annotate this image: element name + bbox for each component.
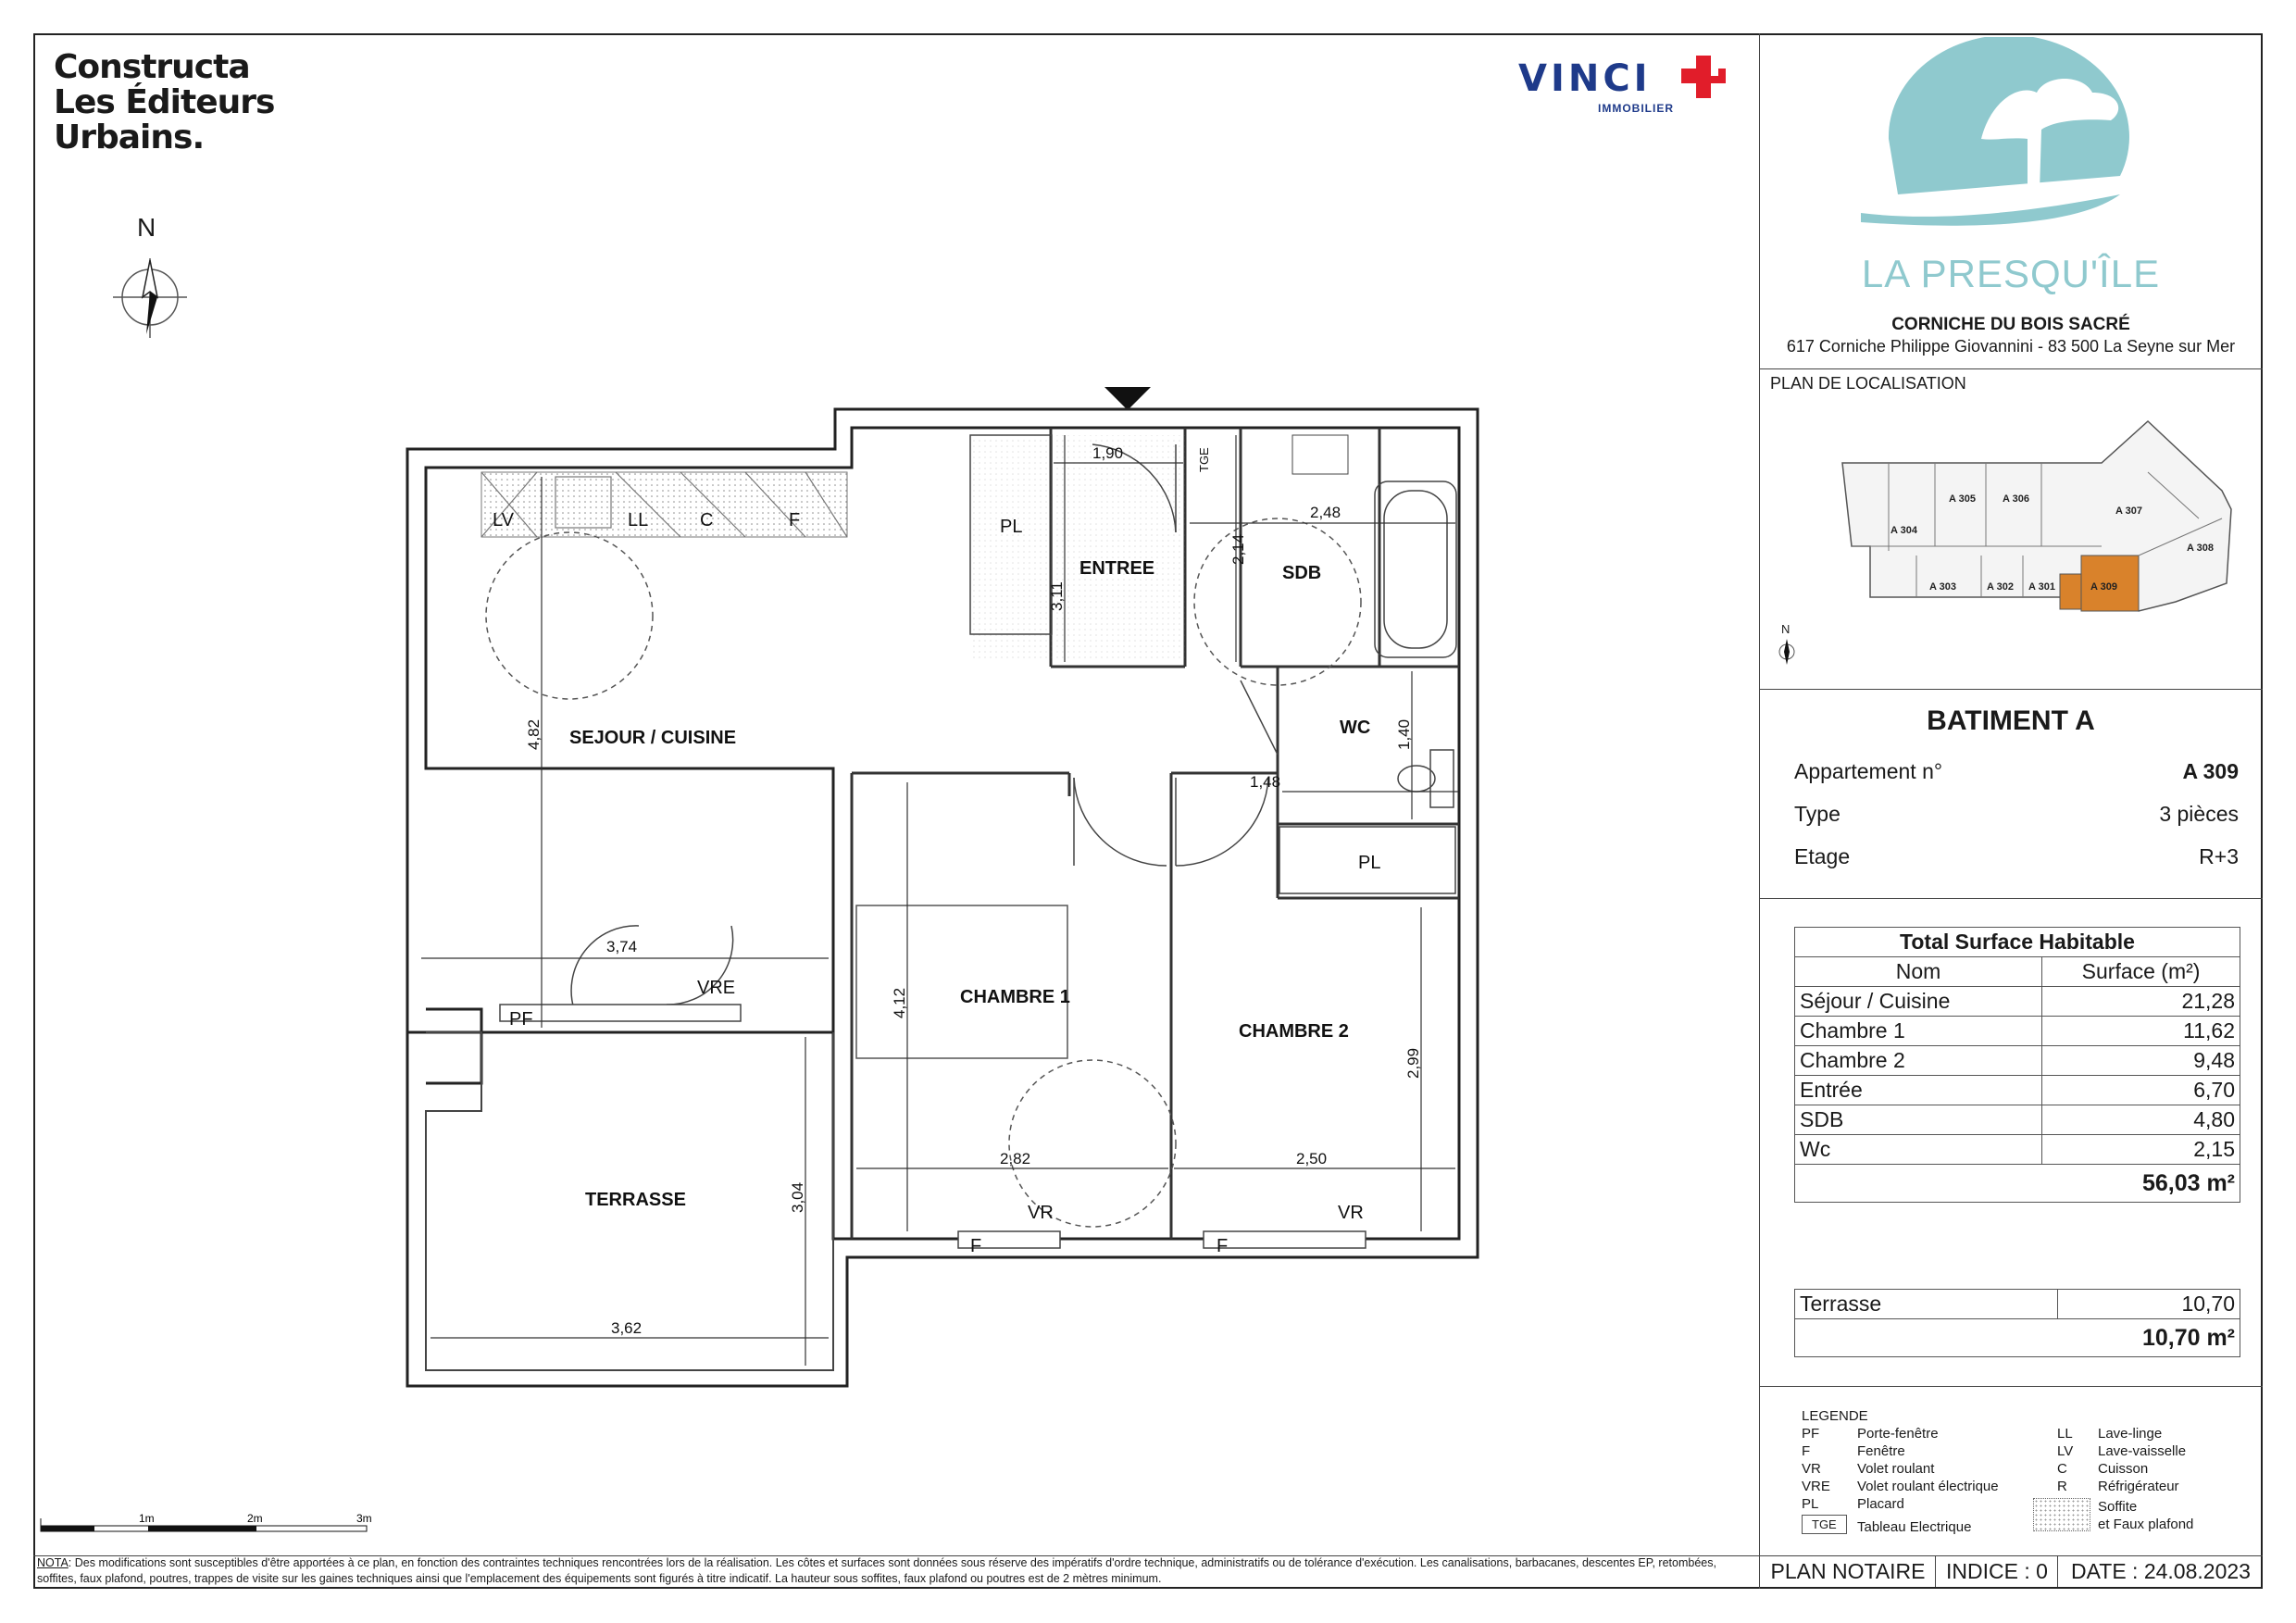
project-address: 617 Corniche Philippe Giovannini - 83 500 La Seyne sur Mer [1786, 337, 2236, 356]
legend-value: Fenêtre [1857, 1443, 1905, 1459]
room-label-wc: WC [1340, 718, 1371, 738]
location-unit: A 307 [2115, 506, 2142, 517]
table-row [1795, 1105, 2240, 1135]
terrace-surface: 10,70 [2058, 1290, 2240, 1319]
legend-right [2057, 1425, 2186, 1495]
legend-item [1802, 1425, 1999, 1442]
room-surface: 4,80 [2042, 1105, 2240, 1135]
legend-value: Volet roulant [1857, 1461, 1935, 1477]
room-name: Entrée [1795, 1076, 2042, 1105]
legend-item [2057, 1478, 2186, 1495]
surface-total: 56,03 m² [1795, 1165, 2240, 1203]
legend-key: PL [1802, 1496, 1819, 1512]
bathtub [1375, 481, 1456, 657]
room-name: Séjour / Cuisine [1795, 987, 2042, 1017]
washbasin [1292, 435, 1348, 474]
fixture-label: LV [493, 510, 514, 531]
room-name: Wc [1795, 1135, 2042, 1165]
location-north-icon [1776, 637, 1798, 667]
legend-key: VRE [1802, 1479, 1830, 1494]
legend-value: Volet roulant électrique [1857, 1479, 1999, 1494]
dim-label: 1,40 [1395, 718, 1413, 750]
chambre1-soffit [856, 905, 1067, 1058]
room-label-chambre2: CHAMBRE 2 [1239, 1021, 1349, 1042]
legend-key: R [2057, 1479, 2067, 1494]
entry-soffit [972, 435, 1185, 662]
vinci-sub: IMMOBILIER [1598, 102, 1674, 115]
location-unit: A 309 [2090, 581, 2117, 593]
info-row [1794, 844, 2239, 869]
project-subtitle: CORNICHE DU BOIS SACRÉ [1891, 315, 2130, 334]
fixture-label: LL [628, 510, 649, 531]
dim-label: 3,74 [606, 938, 638, 955]
legend-title: LEGENDE [1802, 1408, 1868, 1424]
legend-item [2057, 1425, 2186, 1442]
panel-divider [1759, 689, 2263, 690]
room-name: Chambre 2 [1795, 1046, 2042, 1076]
note-text: : Des modifications sont susceptibles d'être apportées à ce plan, en fonction des contraintes techniques rencontrées lors de la réalisation. Les côtes et surfaces sont données sous réserve des impératifs d'ordre technique, administratifs ou de tolérance d'exécution. Les canalisations, barbacanes, descentes EP, retombées, soffites, faux plafond, poutres, trappes de visite sur les gaines techniques ainsi que l'emplacement des équipements sont figurés à titre indicatif. La hauteur sous soffites, faux plafond ou poutres est de 2 mètres minimum. [37, 1556, 1716, 1585]
fixture-label: VR [1028, 1203, 1054, 1223]
room-surface: 21,28 [2042, 987, 2240, 1017]
room-label-chambre1: CHAMBRE 1 [960, 987, 1070, 1007]
location-plan-title: PLAN DE LOCALISATION [1770, 374, 1966, 393]
dim-label: 3,04 [789, 1181, 806, 1213]
dim-label: 2,99 [1404, 1047, 1422, 1079]
location-plan-map [1833, 417, 2240, 639]
terrace-name: Terrasse [1795, 1290, 2058, 1319]
footer-date: DATE : 24.08.2023 [2057, 1555, 2264, 1587]
legend-key: LL [2057, 1426, 2073, 1442]
info-value: A 309 [2182, 759, 2239, 783]
legend-value: Cuisson [2098, 1461, 2149, 1477]
legend-tge-key: TGE [1802, 1515, 1847, 1534]
legend-soffit [2098, 1498, 2193, 1533]
vinci-name: VINCI [1518, 57, 1652, 100]
fixture-label: VRE [697, 978, 736, 998]
dim-label: 3,11 [1048, 581, 1066, 611]
legend-left [1802, 1425, 1999, 1513]
dim-label: 2,82 [1000, 1150, 1031, 1167]
windows [500, 1005, 1366, 1248]
legend-item [2057, 1442, 2186, 1460]
table-row [1795, 1135, 2240, 1165]
tge-label: TGE [1197, 447, 1211, 472]
note-label: NOTA [37, 1556, 69, 1569]
info-label: Appartement n° [1794, 759, 1943, 783]
dim-label: 1,90 [1092, 444, 1124, 462]
dim-label: 2,48 [1310, 504, 1341, 521]
terrace-table [1794, 1289, 2240, 1357]
legend-key: F [1802, 1443, 1811, 1459]
surface-table-title: Total Surface Habitable [1795, 928, 2240, 957]
legend-item [1802, 1442, 1999, 1460]
location-north-label: N [1781, 622, 1791, 636]
legend-key: C [2057, 1461, 2067, 1477]
dim-label: 4,12 [891, 987, 908, 1018]
room-surface: 9,48 [2042, 1046, 2240, 1076]
footer-index: INDICE : 0 [1935, 1555, 2058, 1587]
room-surface: 6,70 [2042, 1076, 2240, 1105]
table-row [1795, 1046, 2240, 1076]
info-row [1794, 802, 2239, 827]
room-surface: 11,62 [2042, 1017, 2240, 1046]
legend-key: PF [1802, 1426, 1820, 1442]
legend-soffit-line: Soffite [2098, 1499, 2138, 1515]
fixture-label: PL [1000, 517, 1023, 537]
room-label-sejour: SEJOUR / CUISINE [569, 728, 737, 748]
table-row [1795, 1017, 2240, 1046]
location-unit: A 303 [1929, 581, 1956, 593]
legend-soffit-line: et Faux plafond [2098, 1517, 2194, 1532]
legend-tge-value: Tableau Electrique [1857, 1519, 1972, 1535]
legend-value: Réfrigérateur [2098, 1479, 2179, 1494]
legend-value: Lave-linge [2098, 1426, 2163, 1442]
legend-item [1802, 1478, 1999, 1495]
room-label-terrasse: TERRASSE [585, 1190, 686, 1210]
fixture-label: VR [1338, 1203, 1364, 1223]
dim-label: 2,50 [1296, 1150, 1328, 1167]
legend-item [2057, 1460, 2186, 1478]
info-row [1794, 759, 2239, 784]
info-label: Etage [1794, 844, 1851, 868]
legend-value: Porte-fenêtre [1857, 1426, 1939, 1442]
presquile-logo-icon [1842, 37, 2185, 248]
scale-label: 2m [247, 1512, 263, 1525]
panel-divider [1759, 368, 2263, 369]
fixture-label: F [789, 510, 801, 531]
room-name: Chambre 1 [1795, 1017, 2042, 1046]
room-label-sdb: SDB [1282, 563, 1322, 583]
entrance-arrow-icon [1104, 387, 1151, 410]
dim-label: 4,82 [525, 718, 543, 750]
info-label: Type [1794, 802, 1841, 826]
table-row [1795, 987, 2240, 1017]
col-name-header: Nom [1795, 957, 2042, 987]
dim-label: 2,14 [1229, 533, 1247, 565]
legend-item [1802, 1495, 1999, 1513]
fixture-label: C [700, 510, 714, 531]
soffit-swatch [2033, 1498, 2090, 1531]
constructa-line: Urbains. [54, 119, 205, 156]
fixture-label: F [970, 1236, 982, 1256]
fixture-label: PF [509, 1009, 533, 1030]
building-title: BATIMENT A [1927, 705, 2095, 736]
dim-label: 1,48 [1250, 773, 1281, 791]
location-unit: A 304 [1890, 525, 1917, 536]
legend-value: Placard [1857, 1496, 1904, 1512]
table-row [1795, 1290, 2240, 1319]
surface-table [1794, 927, 2240, 1203]
disclaimer-note [37, 1555, 1759, 1587]
legend-key: LV [2057, 1443, 2074, 1459]
location-unit: A 302 [1987, 581, 2014, 593]
room-name: SDB [1795, 1105, 2042, 1135]
project-name: LA PRESQU'ÎLE [1861, 252, 2161, 295]
location-unit: A 301 [2028, 581, 2055, 593]
info-value: 3 pièces [2159, 802, 2239, 826]
panel-divider [1759, 1386, 2263, 1387]
panel-divider [1759, 898, 2263, 899]
north-label: N [137, 213, 156, 242]
scale-label: 1m [139, 1512, 155, 1525]
legend-value: Lave-vaisselle [2098, 1443, 2187, 1459]
table-row [1795, 1076, 2240, 1105]
room-label-entree: ENTREE [1079, 558, 1155, 579]
terrace-total: 10,70 m² [1795, 1319, 2240, 1357]
dim-label: 3,62 [611, 1319, 643, 1337]
col-surface-header: Surface (m²) [2042, 957, 2240, 987]
location-unit: A 306 [2003, 493, 2029, 505]
turning-circles [486, 518, 1361, 1227]
fixture-label: F [1217, 1236, 1229, 1256]
constructa-line: Constructa [54, 48, 250, 86]
fixture-label: PL [1358, 853, 1381, 873]
scale-label: 3m [356, 1512, 372, 1525]
info-value: R+3 [2199, 844, 2239, 868]
legend-item [1802, 1460, 1999, 1478]
toilet [1398, 750, 1454, 807]
footer-plan: PLAN NOTAIRE [1759, 1555, 1936, 1587]
location-unit: A 308 [2187, 543, 2214, 554]
room-surface: 2,15 [2042, 1135, 2240, 1165]
constructa-line: Les Éditeurs [54, 83, 275, 121]
location-unit: A 305 [1949, 493, 1976, 505]
legend-key: VR [1802, 1461, 1821, 1477]
